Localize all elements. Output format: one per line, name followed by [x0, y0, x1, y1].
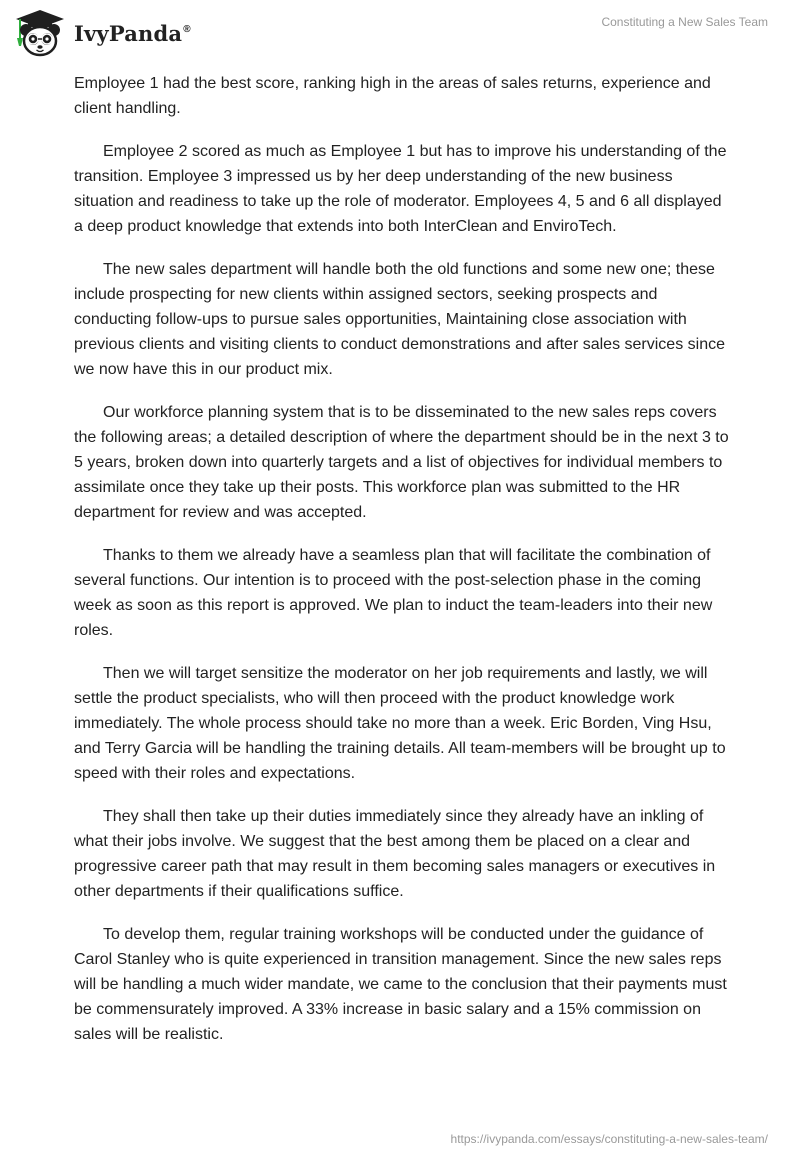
paragraph: Our workforce planning system that is to be disseminated to the new sales reps covers the following areas; a detailed description of where the department should be in the next 3 to 5 years, broken down into quarterly targets and a list of objectives for individual members to assimilate once they take up their posts. This workforce plan was submitted to the HR department for review and was accepted.: [74, 404, 729, 521]
paragraph: Thanks to them we already have a seamless plan that will facilitate the combination of several functions. Our intention is to proceed with the post-selection phase in the coming week as soon as this report is approved. We plan to induct the team-leaders into their new roles.: [74, 547, 713, 639]
document-title: Constituting a New Sales Team: [601, 15, 768, 29]
registered-mark: ®: [183, 23, 191, 35]
brand-logo[interactable]: [14, 8, 191, 58]
paragraph: The new sales department will handle both the old functions and some new one; these include prospecting for new clients within assigned sectors, seeking prospects and conducting follow-ups to pursue sales opportunities, Maintaining close association with previous clients and visiting clients to conduct demonstrations and after sales services since we now have this in our product mix.: [74, 261, 725, 378]
paragraph: Then we will target sensitize the moderator on her job requirements and lastly, we will settle the product specialists, who will then proceed with the product knowledge work immediately. The whole process should take no more than a week. Eric Borden, Ving Hsu, and Terry Garcia will be handling the training details. All team-members will be brought up to speed with their roles and expectations.: [74, 665, 726, 782]
paragraph: To develop them, regular training workshops will be conducted under the guidance of Carol Stanley who is quite experienced in transition management. Since the new sales reps will be handling a much wider mandate, we came to the conclusion that their payments must be commensurately improved. A 33% increase in basic salary and a 15% commission on sales will be realistic.: [74, 926, 727, 1043]
source-url[interactable]: https://ivypanda.com/essays/constituting-a-new-sales-team/: [450, 1132, 768, 1146]
page-header: [0, 0, 800, 64]
paragraph: Employee 1 had the best score, ranking high in the areas of sales returns, experience and client handling.: [74, 75, 711, 117]
essay-body: [74, 71, 730, 1065]
paragraph: Employee 2 scored as much as Employee 1 but has to improve his understanding of the transition. Employee 3 impressed us by her deep understanding of the new business situation and readiness to take up the role of moderator. Employees 4, 5 and 6 all displayed a deep product knowledge that extends into both InterClean and EnviroTech.: [74, 143, 727, 235]
brand-name: IvyPanda®: [74, 20, 191, 46]
panda-graduate-icon: [14, 8, 66, 58]
paragraph: They shall then take up their duties immediately since they already have an inkling of what their jobs involve. We suggest that the best among them be placed on a clear and progressive career path that may result in them becoming sales managers or executives in other departments if their qualifications suffice.: [74, 808, 716, 900]
